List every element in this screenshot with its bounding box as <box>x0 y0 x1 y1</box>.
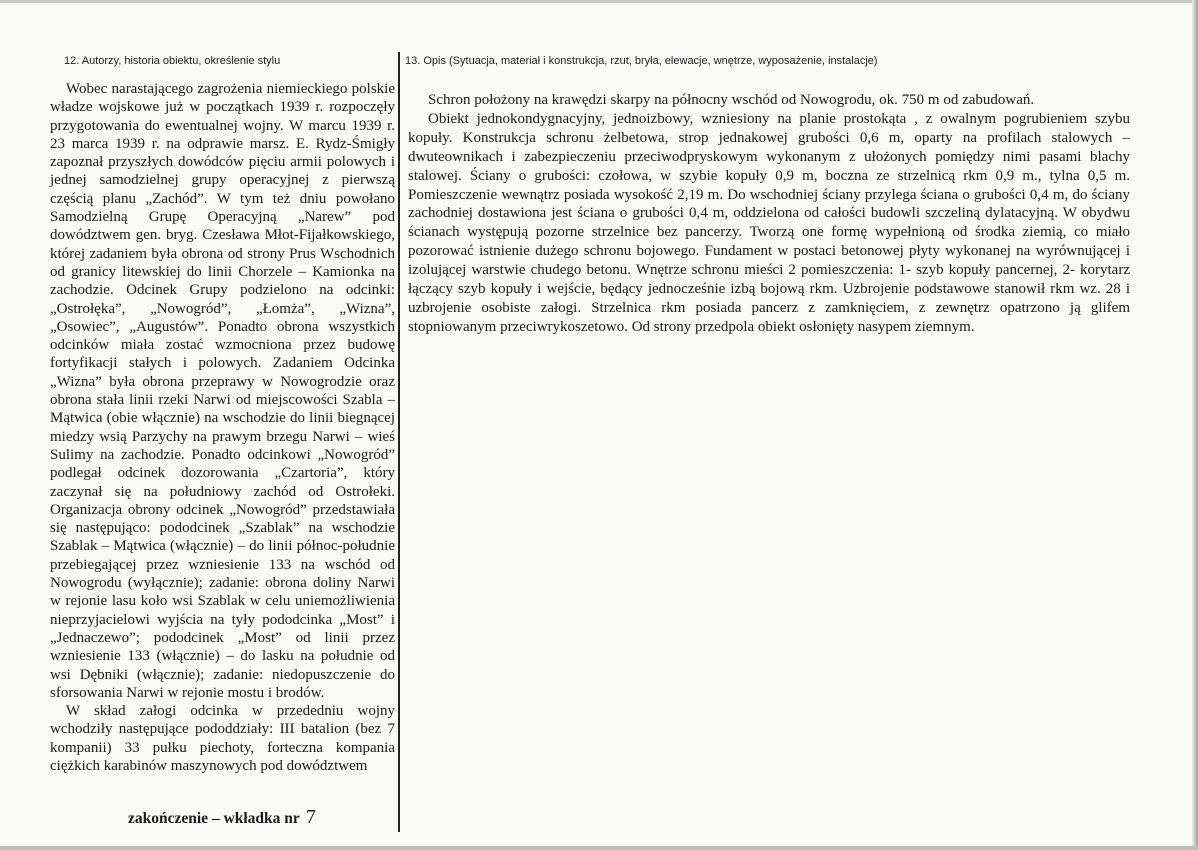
column-divider <box>398 52 400 832</box>
scan-edge-right <box>1192 0 1198 850</box>
history-paragraph: W skład załogi odcinka w przededniu wojny wchodziły następujące pododdziały: III batalion (bez 7 kompanii) 33 pułku piechoty, forteczna kompania ciężkich karabinów maszynowych pod dowództwem <box>50 703 395 774</box>
section-header-authors-history: 12. Autorzy, historia obiektu, określenie stylu <box>64 55 281 67</box>
history-paragraph: Wobec narastającego zagrożenia niemieckiego polskie władze wojskowe już w początkach 1939 r. rozpoczęły przygotowania do ewentualnej wojny. W marcu 1939 r. 23 marca 1939 r. na odprawie marsz. E. Rydz-Śmigły zapoznał przyszłych dowódców pięciu armii polowych i jednej samodzielnej grupy operacyjnej z pierwszą częścią planu „Zachód”. W tym też dniu powołano Samodzielną Grupę Operacyjną „Narew” pod dowództwem gen. bryg. Czesława Młot-Fijałkowskiego, której zadaniem była obrona od strony Prus Wschodnich od granicy litewskiej do linii Chorzele – Kamionka na zachodzie. Odcinek Grupy podzielono na odcinki: „Ostrołęka”, „Nowogród”, „Łomża”, „Wizna”, „Osowiec”, „Augustów”. Ponadto obrona wszystkich odcinków miała zostać wzmocniona przez budowę fortyfikacji stałych i polowych. Zadaniem Odcinka „Wizna” była obrona przeprawy w Nowogrodzie oraz obrona stała linii rzeki Narwi od miejscowości Szabla – Mątwica (obie włącznie) na wschodzie do linii biegnącej miedzy wsią Parzychy na prawym brzegu Narwi – wieś Sulimy na zachodzie. Ponadto odcinkowi „Nowogród” podlegał odcinek dozorowania „Czartoria”, który zaczynał się na południowy zachód od Ostrołeki. Organizacja obrony odcinek „Nowogród” przedstawiała się następująco: pododcinek „Szablak” na wschodzie Szablak – Mątwica (włącznie) – do linii północ-południe przebiegającej przez wzniesienie 133 na wschód od Nowogrodu (wyłącznie); zadanie: obrona doliny Narwi w rejonie lasu koło wsi Szablak w celu uniemożliwienia nieprzyjacielowi wyjścia na tyły pododcinka „Most” i „Jednaczewo”; pododcinek „Most” od linii przez wzniesienie 133 (włącznie) – do lasku na południe od wsi Dębniki (włącznie); zadanie: niedopuszczenie do sforsowania Narwi w rejonie mostu i brodów. <box>50 81 395 701</box>
continuation-note <box>128 806 316 829</box>
description-text-column <box>408 91 1130 337</box>
description-paragraph: Obiekt jednokondygnacyjny, jednoizbowy, wzniesiony na planie prostokąta , z owalnym pogrubieniem szybu kopuły. Konstrukcja schronu żelbetowa, strop jednakowej grubości 0,6 m, oparty na profilach stalowych – dwuteownikach i zabezpieczeniu przeciwodpryskowym wykonanym z ułożonych pomiędzy nimi pasami blachy stalowej. Ściany o grubości: czołowa, w szybie kopuły 0,9 m, boczna ze strzelnicą rkm 0,9 m., tylna 0,5 m. Pomieszczenie wewnątrz posiada wysokość 2,19 m. Do wschodniej ściany przylega ściana o grubości 0,4 m, do ściany zachodniej dostawiona jest ściana o grubości 0,4 m, oddzielona od całości budowli szczeliną dylatacyjną. W obydwu ścianach występują pozorne strzelnice bez pancerzy. Tworzą one formę wypełnioną od środka ziemią, co miało pozorować istnienie dużego schronu bojowego. Fundament w postaci betonowej płyty wykonanej na wyrównującej i izolującej warstwie chudego betonu. Wnętrze schronu mieści 2 pomieszczenia: 1- szyb kopuły pancernej, 2- korytarz łączący szyb kopuły i wejście, będący jednocześnie izbą bojową rkm. Uzbrojenie podstawowe stanowił rkm wz. 28 i uzbrojenie osobiste załogi. Strzelnica rkm posiada pancerz z zamknięciem, z zewnętrz opatrzono ją glifem stopniowanym przeciwrykoszetowo. Od strony przedpola obiekt osłonięty nasypem ziemnym. <box>408 110 1130 335</box>
history-text-column <box>50 80 395 775</box>
scan-edge-bottom <box>0 846 1198 850</box>
description-paragraph: Schron położony na krawędzi skarpy na północny wschód od Nowogrodu, ok. 750 m od zabudowań. <box>428 92 1035 108</box>
scan-edge-top <box>0 0 1198 3</box>
insert-number: 7 <box>305 806 316 828</box>
section-header-description: 13. Opis (Sytuacja, materiał i konstrukcja, rzut, bryła, elewacje, wnętrze, wyposażenie, instalacje) <box>405 55 878 67</box>
continuation-label: zakończenie – wkładka nr <box>128 810 300 827</box>
